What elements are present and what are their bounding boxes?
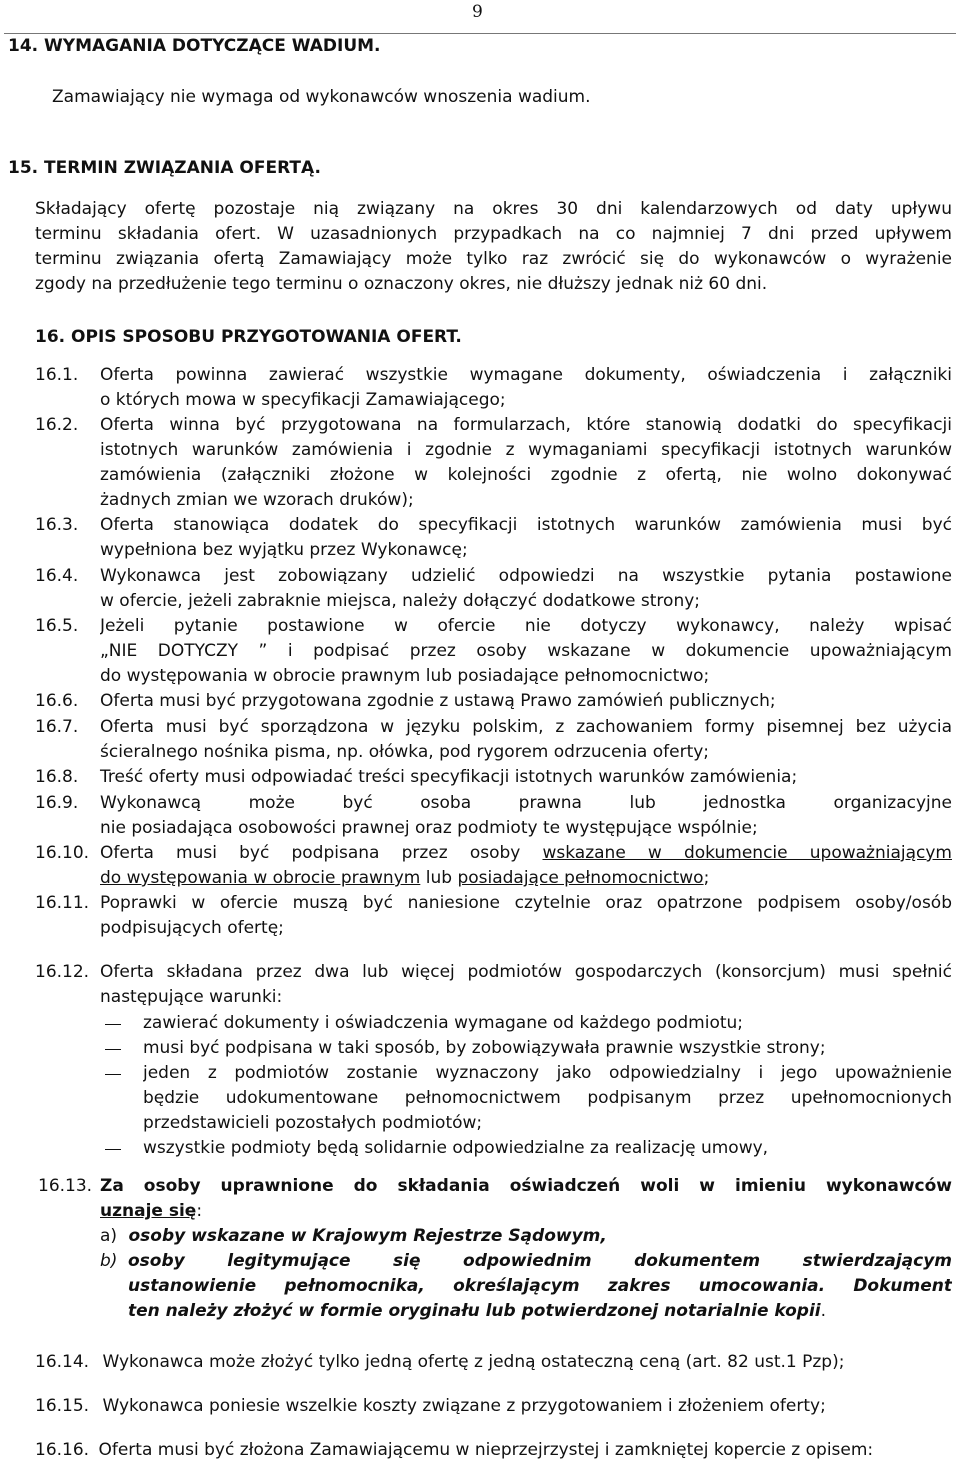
text-segment: . bbox=[820, 1301, 827, 1321]
section-15-line-4: zgody na przedłużenie tego terminu o oznaczony okres, nie dłuższy jednak niż 60 dni. bbox=[35, 274, 768, 294]
text-line: ścieralnego nośnika pisma, np. ołówka, pod rygorem odrzucenia oferty; bbox=[100, 742, 710, 762]
text-line: Oferta musi być sporządzona w języku polskim, z zachowaniem formy pisemnej bez użycia bbox=[100, 717, 952, 737]
item-16-7-text bbox=[100, 715, 952, 765]
text-line: w ofercie, jeżeli zabraknie miejsca, należy dołączyć dodatkowe strony; bbox=[100, 591, 701, 611]
text-line: Treść oferty musi odpowiadać treści specyfikacji istotnych warunków zamówienia; bbox=[100, 767, 798, 787]
item-number: 16.1. bbox=[35, 365, 79, 385]
item-16-11-text bbox=[100, 891, 952, 941]
item-text: Wykonawca może złożyć tylko jedną ofertę z jedną ostateczną ceną (art. 82 ust.1 Pzp); bbox=[102, 1352, 845, 1372]
item-number: 16.12. bbox=[35, 962, 90, 982]
item-16-8-text bbox=[100, 765, 952, 790]
page-number: 9 bbox=[472, 2, 483, 22]
text-line: zamówienia (załączniki złożone w kolejności zgodnie z ofertą, nie wolno dokonywać bbox=[100, 465, 952, 485]
text-line: o których mowa w specyfikacji Zamawiającego; bbox=[100, 390, 506, 410]
item-number: 16.5. bbox=[35, 616, 79, 636]
item-number: 16.10. bbox=[35, 843, 90, 863]
item-number: 16.2. bbox=[35, 415, 79, 435]
text-line: Oferta winna być przygotowana na formularzach, które stanowią dodatki do specyfikacji bbox=[100, 415, 952, 435]
item-16-1-text bbox=[100, 363, 952, 413]
bullet-item bbox=[143, 1061, 952, 1136]
text-line: wszystkie podmioty będą solidarnie odpowiedzialne za realizację umowy, bbox=[143, 1138, 769, 1158]
item-16-9-text bbox=[100, 791, 952, 841]
bullet-item bbox=[143, 1036, 952, 1061]
bullet-item bbox=[143, 1011, 952, 1036]
item-16-12-text bbox=[100, 960, 952, 1010]
text-line: Oferta musi być przygotowana zgodnie z ustawą Prawo zamówień publicznych; bbox=[100, 691, 776, 711]
text-line: Oferta stanowiąca dodatek do specyfikacji istotnych warunków zamówienia musi być bbox=[100, 515, 952, 535]
text-line: nie posiadająca osobowości prawnej oraz podmioty te występujące wspólnie; bbox=[100, 818, 758, 838]
text-line: istotnych warunków zamówienia i zgodnie z wymaganiami specyfikacji istotnych warunków bbox=[100, 440, 952, 460]
section-14-heading: 14. WYMAGANIA DOTYCZĄCE WADIUM. bbox=[8, 36, 381, 56]
item-16-13-text bbox=[100, 1174, 952, 1224]
bold-italic-text: osoby wskazane w Krajowym Rejestrze Sądowym, bbox=[128, 1226, 607, 1246]
subitem-b bbox=[128, 1249, 952, 1324]
text-line: Za osoby uprawnione do składania oświadczeń woli w imieniu wykonawców bbox=[100, 1176, 952, 1196]
bold-italic-text: ten należy złożyć w formie oryginału lub potwierdzonej notarialnie kopii bbox=[128, 1301, 821, 1321]
item-number: 16.3. bbox=[35, 515, 79, 535]
text-line: do występowania w obrocie prawnym lub posiadające pełnomocnictwo; bbox=[100, 666, 710, 686]
underlined-text: posiadające pełnomocnictwo bbox=[457, 868, 704, 888]
item-number: 16.7. bbox=[35, 717, 79, 737]
text-line: podpisujących ofertę; bbox=[100, 918, 284, 938]
text-line: ustanowienie pełnomocnika, określającym zakres umocowania. Dokument bbox=[128, 1276, 952, 1296]
section-16-heading: 16. OPIS SPOSOBU PRZYGOTOWANIA OFERT. bbox=[35, 327, 462, 347]
text-line bbox=[100, 1199, 952, 1224]
text-line: Oferta składana przez dwa lub więcej podmiotów gospodarczych (konsorcjum) musi spełnić bbox=[100, 962, 952, 982]
dash-bullet bbox=[105, 1049, 121, 1050]
text-line: musi być podpisana w taki sposób, by zobowiązywała prawnie wszystkie strony; bbox=[143, 1038, 826, 1058]
dash-bullet bbox=[105, 1024, 121, 1025]
text-line: Poprawki w ofercie muszą być naniesione czytelnie oraz opatrzone podpisem osoby/osób bbox=[100, 893, 952, 913]
item-16-6-text bbox=[100, 689, 952, 714]
item-number: 16.15. bbox=[35, 1396, 90, 1416]
item-16-4-text bbox=[100, 564, 952, 614]
item-16-14 bbox=[35, 1350, 844, 1375]
subitem-label: a) bbox=[100, 1226, 118, 1246]
text-line: żadnych zmian we wzorach druków); bbox=[100, 490, 414, 510]
text-segment: Oferta musi być podpisana przez osoby bbox=[100, 843, 543, 863]
item-number: 16.4. bbox=[35, 566, 79, 586]
item-number: 16.6. bbox=[35, 691, 79, 711]
text-line: będzie udokumentowane pełnomocnictwem podpisanym przez upełnomocnionych bbox=[143, 1088, 952, 1108]
item-text: Oferta musi być złożona Zamawiającemu w nieprzejrzystej i zamkniętej kopercie z opisem: bbox=[98, 1440, 874, 1460]
text-segment: ; bbox=[703, 868, 710, 888]
text-line: jeden z podmiotów zostanie wyznaczony jako odpowiedzialny i jego upoważnienie bbox=[143, 1063, 952, 1083]
text-line: osoby legitymujące się odpowiednim dokumentem stwierdzającym bbox=[128, 1251, 952, 1271]
section-15-line-2: terminu składania ofert. W uzasadnionych przypadkach na co najmniej 7 dni przed upływem bbox=[35, 224, 952, 244]
text-line: przedstawicieli pozostałych podmiotów; bbox=[143, 1113, 483, 1133]
section-15-heading: 15. TERMIN ZWIĄZANIA OFERTĄ. bbox=[8, 158, 321, 178]
text-line: „NIE DOTYCZY ” i podpisać przez osoby wskazane w dokumencie upoważniającym bbox=[100, 641, 952, 661]
item-number: 16.14. bbox=[35, 1352, 90, 1372]
item-16-15 bbox=[35, 1394, 826, 1419]
item-text: Wykonawca poniesie wszelkie koszty związane z przygotowaniem i złożeniem oferty; bbox=[102, 1396, 826, 1416]
item-16-10-text bbox=[100, 841, 952, 891]
text-line bbox=[100, 866, 952, 891]
text-line: Jeżeli pytanie postawione w ofercie nie dotyczy wykonawcy, należy wpisać bbox=[100, 616, 952, 636]
section-15-body bbox=[35, 197, 952, 297]
underlined-text: do występowania w obrocie prawnym bbox=[100, 868, 421, 888]
header-rule bbox=[4, 33, 956, 34]
subitem-a bbox=[100, 1224, 607, 1249]
dash-bullet bbox=[105, 1074, 121, 1075]
dash-bullet bbox=[105, 1149, 121, 1150]
item-16-5-text bbox=[100, 614, 952, 689]
bold-underlined-text: uznaje się bbox=[100, 1201, 197, 1221]
text-line bbox=[128, 1299, 952, 1324]
text-line: Wykonawca jest zobowiązany udzielić odpowiedzi na wszystkie pytania postawione bbox=[100, 566, 952, 586]
section-15-line-3: terminu związania ofertą Zamawiający może tylko raz zwrócić się do wykonawców o wyrażenie bbox=[35, 249, 952, 269]
item-number: 16.8. bbox=[35, 767, 79, 787]
item-16-3-text bbox=[100, 513, 952, 563]
text-line bbox=[100, 841, 952, 866]
item-number: 16.13. bbox=[38, 1176, 93, 1196]
text-line: zawierać dokumenty i oświadczenia wymagane od każdego podmiotu; bbox=[143, 1013, 744, 1033]
text-line: wypełniona bez wyjątku przez Wykonawcę; bbox=[100, 540, 468, 560]
section-14-text: Zamawiający nie wymaga od wykonawców wnoszenia wadium. bbox=[52, 87, 591, 107]
text-line: Oferta powinna zawierać wszystkie wymagane dokumenty, oświadczenia i załączniki bbox=[100, 365, 952, 385]
item-number: 16.11. bbox=[35, 893, 90, 913]
item-16-16 bbox=[35, 1438, 873, 1463]
item-16-2-text bbox=[100, 413, 952, 513]
text-line: Wykonawcą może być osoba prawna lub jednostka organizacyjne bbox=[100, 793, 952, 813]
subitem-label: b) bbox=[100, 1251, 118, 1271]
underlined-text: wskazane w dokumencie upoważniającym bbox=[542, 843, 952, 863]
section-15-line-1: Składający ofertę pozostaje nią związany na okres 30 dni kalendarzowych od daty upływu bbox=[35, 199, 952, 219]
bullet-item bbox=[143, 1136, 952, 1161]
item-number: 16.9. bbox=[35, 793, 79, 813]
text-line: następujące warunki: bbox=[100, 987, 283, 1007]
text-segment: lub bbox=[420, 868, 458, 888]
text-segment: : bbox=[196, 1201, 203, 1221]
item-number: 16.16. bbox=[35, 1440, 90, 1460]
